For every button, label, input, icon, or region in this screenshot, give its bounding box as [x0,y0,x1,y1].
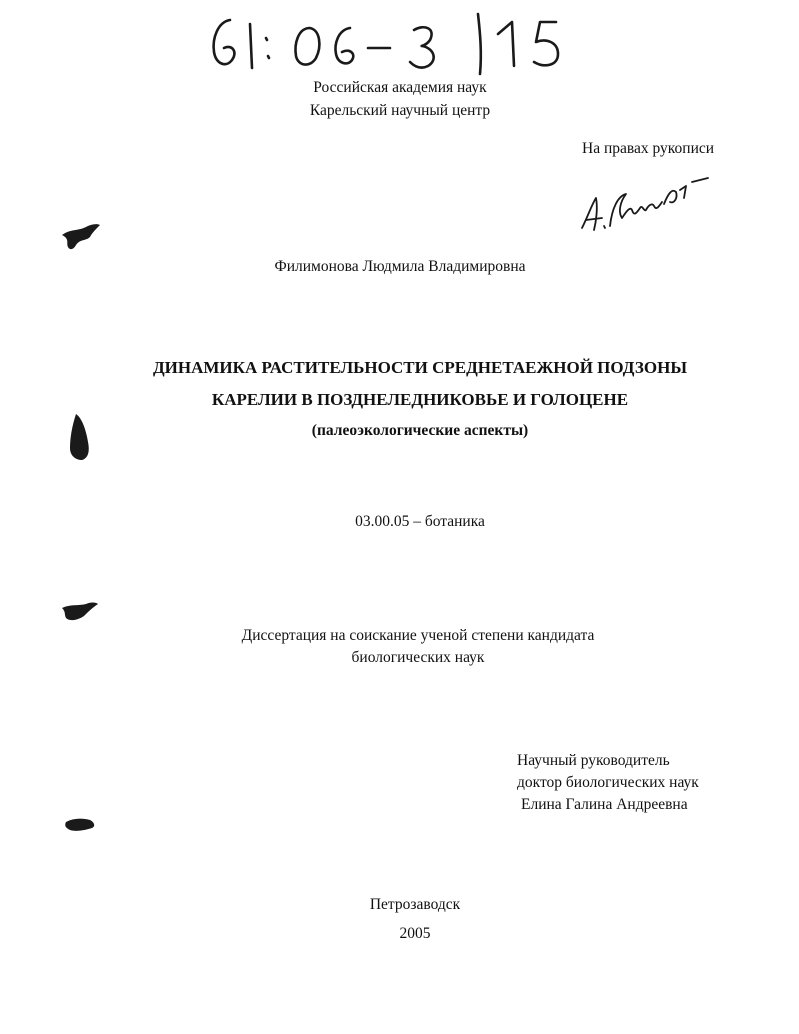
author-name: Филимонова Людмила Владимировна [274,258,526,275]
organization-center: Карельский научный центр [309,102,491,119]
dissertation-degree-line-1: Диссертация на соискание ученой степени кандидата [241,627,595,644]
publication-place: Петрозаводск [369,896,461,913]
organization-name: Российская академия наук [313,79,487,96]
scan-mark-decoration [58,598,100,628]
rights-notice: На правах рукописи [582,140,715,157]
supervisor-role: Научный руководитель [517,752,670,769]
specialty-code: 03.00.05 – ботаника [355,513,485,530]
scan-mark-decoration [62,408,102,463]
supervisor-name: Елина Галина Андреевна [521,796,688,813]
scan-mark-decoration [56,215,106,255]
thesis-subtitle: (палеоэкологические аспекты) [311,422,529,439]
publication-year: 2005 [399,925,431,942]
handwritten-archive-code [200,8,590,78]
handwritten-signature [574,168,714,238]
scan-mark-decoration [60,812,100,836]
thesis-title-line-1: ДИНАМИКА РАСТИТЕЛЬНОСТИ СРЕДНЕТАЕЖНОЙ ПОДЗОНЫ [152,358,688,377]
dissertation-degree-line-2: биологических наук [351,649,485,666]
supervisor-degree: доктор биологических наук [517,774,699,791]
thesis-title-line-2: КАРЕЛИИ В ПОЗДНЕЛЕДНИКОВЬЕ И ГОЛОЦЕНЕ [211,390,629,409]
